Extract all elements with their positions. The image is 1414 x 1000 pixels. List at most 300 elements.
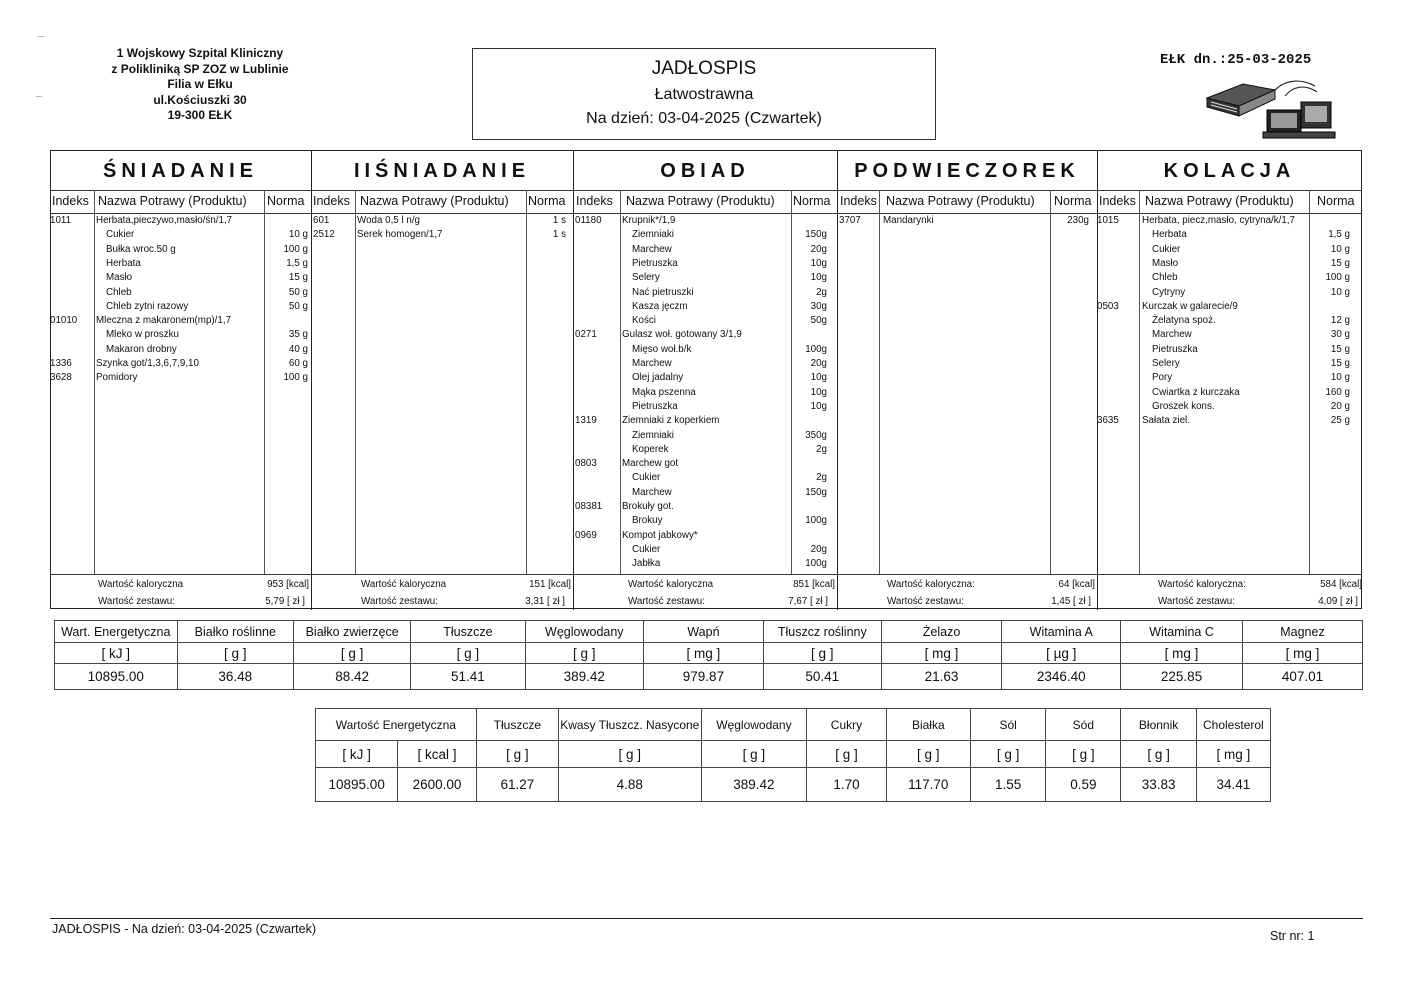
calorie-value: 851 [kcal]: [793, 579, 835, 590]
meal-title: ŚNIADANIE: [102, 160, 258, 182]
menu-item-row: [50, 214, 312, 228]
item-norm: 150g: [805, 229, 827, 241]
item-norm: 2g: [816, 443, 827, 455]
meal-supper: [1097, 151, 1362, 610]
menu-item-row: [573, 543, 838, 557]
item-norm: 1 s: [552, 215, 566, 226]
item-norm: 10g: [810, 386, 827, 398]
nutrient-unit: [ g ]: [294, 643, 411, 664]
nutrient-value: 407.01: [1242, 664, 1362, 690]
ingredient-name: Chleb zytni razowy: [106, 300, 189, 312]
nutrient-value: 51.41: [411, 664, 525, 690]
menu-item-row: [50, 300, 312, 314]
menu-item-row: [573, 429, 838, 443]
menu-item-row: [50, 357, 312, 371]
item-norm: 100g: [805, 515, 827, 527]
meal-afternoon-snack: [837, 151, 1098, 610]
item-norm: 35 g: [288, 329, 308, 341]
menu-item-row: [573, 371, 838, 385]
cost-label: Wartość zestawu:: [1158, 596, 1235, 607]
nutrient-header: Cukry: [807, 709, 886, 741]
item-norm: 1,5 g: [286, 257, 308, 269]
nutrient-header: Tłuszcz roślinny: [763, 621, 881, 643]
item-index: 1319: [575, 415, 597, 427]
col-norm-header: Norma: [267, 194, 305, 208]
ingredient-name: Koperek: [632, 443, 669, 455]
item-norm: 1 s: [552, 229, 566, 241]
menu-item-row: [573, 414, 838, 428]
nutrient-unit: [ kJ ]: [316, 741, 398, 768]
item-index: 1011: [50, 215, 72, 226]
menu-item-row: [1097, 286, 1362, 300]
calorie-label: Wartość kaloryczna: [628, 579, 714, 590]
col-index-header: Indeks: [576, 194, 613, 208]
calorie-value: 584 [kcal]: [1320, 579, 1362, 590]
ingredient-name: Selery: [632, 272, 660, 284]
nutrient-value: 33.83: [1121, 768, 1196, 802]
menu-item-row: [50, 228, 312, 242]
item-index: 08381: [575, 501, 603, 512]
ingredient-name: Mąka pszenna: [632, 386, 696, 398]
nutrient-unit: [ g ]: [886, 741, 970, 768]
nutrient-value: 61.27: [476, 768, 558, 802]
menu-item-row: [573, 300, 838, 314]
meal-summary: [1097, 574, 1362, 611]
meal-summary: [50, 574, 311, 611]
hospital-line: 19-300 EŁK: [167, 108, 233, 122]
menu-item-row: [1097, 386, 1362, 400]
nutrient-unit: [ g ]: [559, 741, 702, 768]
ingredient-name: Marchew: [632, 358, 672, 369]
item-index: 01010: [50, 315, 78, 327]
item-norm: 150g: [805, 486, 827, 498]
menu-item-row: [1097, 243, 1362, 257]
menu-item-row: [311, 214, 574, 228]
menu-item-row: [573, 228, 838, 242]
ingredient-name: Bułka wroc.50 g: [106, 243, 176, 255]
scan-mark: [38, 36, 44, 37]
dish-name: Brokuły got.: [622, 501, 674, 512]
ingredient-name: Cukier: [106, 229, 135, 241]
document-title: JADŁOSPIS: [651, 58, 757, 79]
dish-name: Serek homogen/1,7: [357, 229, 443, 241]
menu-item-row: [573, 286, 838, 300]
item-norm: 20g: [810, 543, 827, 555]
hospital-line: ul.Kościuszki 30: [153, 92, 247, 107]
meal-summary: [311, 574, 573, 611]
menu-item-row: [573, 557, 838, 571]
column-headers: [837, 190, 1097, 214]
dish-name: Herbata, piecz,masło, cytryna/k/1,7: [1142, 215, 1296, 226]
menu-item-row: [573, 271, 838, 285]
item-norm: 30 g: [1330, 329, 1350, 341]
nutrient-unit: [ g ]: [476, 741, 558, 768]
ingredient-name: Groszek kons.: [1152, 400, 1215, 412]
menu-item-row: [573, 357, 838, 371]
item-index: 0271: [575, 329, 597, 341]
nutrient-header: Wapń: [644, 621, 764, 643]
nutrient-header: Sód: [1046, 709, 1121, 741]
nutrient-unit: [ mg ]: [1242, 643, 1362, 664]
col-norm-header: Norma: [793, 194, 831, 208]
calorie-label: Wartość kaloryczna: [98, 579, 184, 590]
nutrient-value: 117.70: [886, 768, 970, 802]
nutrient-value: 36.48: [177, 664, 294, 690]
calorie-label: Wartość kaloryczna:: [1158, 579, 1246, 590]
dish-name: Krupnik*/1,9: [622, 215, 676, 226]
ingredient-name: Masło: [1152, 257, 1179, 269]
menu-item-row: [573, 514, 838, 528]
nutrients-table-main: [54, 620, 1363, 690]
dish-name: Mandarynki: [883, 215, 934, 226]
nutrient-unit: [ g ]: [701, 741, 807, 768]
nutrient-header: Cholesterol: [1196, 709, 1270, 741]
item-norm: 25 g: [1330, 415, 1350, 427]
item-index: 2512: [313, 229, 335, 241]
item-index: 3628: [50, 372, 72, 384]
menu-item-row: [50, 243, 312, 257]
menu-item-row: [311, 228, 574, 242]
dish-name: Szynka got/1,3,6,7,9,10: [96, 358, 199, 369]
menu-item-row: [1097, 328, 1362, 342]
ingredient-name: Chleb: [106, 286, 132, 298]
nutrient-value: 34.41: [1196, 768, 1270, 802]
item-index: 3635: [1097, 415, 1119, 427]
nutrient-header: Białko zwierzęce: [294, 621, 411, 643]
nutrient-unit: [ kJ ]: [55, 643, 178, 664]
nutrient-unit: [ g ]: [1046, 741, 1121, 768]
ingredient-name: Ziemniaki: [632, 229, 674, 241]
ingredient-name: Pietruszka: [632, 400, 678, 412]
meal-title: IIŚNIADANIE: [353, 160, 531, 182]
energy-header: Wartość Energetyczna: [316, 709, 477, 741]
cost-label: Wartość zestawu:: [887, 596, 964, 607]
meal-title: PODWIECZOREK: [854, 160, 1080, 182]
cost-value: 3,31 [ zł ]: [525, 596, 565, 607]
ingredient-name: Cukier: [1152, 243, 1181, 255]
meal-title: OBIAD: [660, 160, 750, 182]
menu-item-row: [573, 471, 838, 485]
dish-name: Kompot jabkowy*: [622, 529, 698, 541]
nutrients-table-summary: [315, 708, 1271, 802]
col-index-header: Indeks: [313, 194, 350, 208]
item-norm: 20g: [810, 358, 827, 369]
menu-item-row: [573, 500, 838, 514]
item-index: 0503: [1097, 300, 1119, 312]
meal-summary: [837, 574, 1097, 611]
nutrient-value: 4.88: [559, 768, 702, 802]
menu-item-row: [573, 486, 838, 500]
menu-item-row: [573, 386, 838, 400]
menu-item-row: [50, 328, 312, 342]
ingredient-name: Cwiartka z kurczaka: [1152, 386, 1240, 398]
nutrient-value: 10895.00: [55, 664, 178, 690]
item-norm: 10g: [810, 257, 827, 269]
ingredient-name: Herbata: [1152, 229, 1187, 241]
menu-item-row: [1097, 414, 1362, 428]
cost-value: 4,09 [ zł ]: [1318, 596, 1358, 607]
nutrient-header: Magnez: [1242, 621, 1362, 643]
calorie-value: 151 [kcal]: [529, 579, 571, 590]
menu-item-row: [50, 371, 312, 385]
nutrient-header: Węglowodany: [701, 709, 807, 741]
dish-name: Woda 0,5 l n/g: [357, 215, 420, 226]
menu-item-row: [573, 400, 838, 414]
menu-item-row: [50, 286, 312, 300]
item-norm: 10g: [810, 372, 827, 384]
nutrient-header: Błonnik: [1121, 709, 1196, 741]
nutrient-value: 50.41: [763, 664, 881, 690]
ingredient-name: Ziemniaki: [632, 429, 674, 441]
ingredient-name: Cukier: [632, 472, 661, 484]
nutrient-header: Sól: [971, 709, 1046, 741]
ingredient-name: Chleb: [1152, 272, 1178, 284]
place-date: EŁK dn.:25-03-2025: [1160, 52, 1312, 68]
item-norm: 10 g: [1330, 372, 1350, 384]
item-norm: 20g: [810, 243, 827, 255]
meal-breakfast: [50, 151, 312, 610]
menu-item-row: [573, 529, 838, 543]
nutrient-value: 0.59: [1046, 768, 1121, 802]
meal-summary: [573, 574, 837, 611]
dish-name: Kurczak w galarecie/9: [1142, 300, 1238, 312]
item-norm: 50 g: [288, 300, 308, 312]
ingredient-name: Brokuy: [632, 515, 663, 527]
nutrient-unit: [ g ]: [763, 643, 881, 664]
item-norm: 230g: [1067, 215, 1089, 226]
col-norm-header: Norma: [1054, 194, 1092, 208]
menu-item-row: [1097, 371, 1362, 385]
item-norm: 15 g: [1330, 358, 1350, 369]
item-norm: 12 g: [1330, 315, 1350, 327]
dish-name: Marchew got: [622, 458, 679, 470]
item-norm: 50 g: [288, 286, 308, 298]
calorie-value: 953 [kcal]: [267, 579, 309, 590]
ingredient-name: Kasza jęczm: [632, 300, 688, 312]
calorie-label: Wartość kaloryczna: [361, 579, 447, 590]
dish-name: Herbata,pieczywo,masło/śn/1,7: [96, 215, 233, 226]
nutrient-value: 2346.40: [1002, 664, 1121, 690]
menu-item-row: [573, 314, 838, 328]
nutrient-value: 389.42: [525, 664, 643, 690]
item-index: 601: [313, 215, 330, 226]
item-norm: 350g: [805, 429, 827, 441]
nutrient-unit: [ g ]: [177, 643, 294, 664]
nutrient-unit: [ mg ]: [644, 643, 764, 664]
ingredient-name: Marchew: [632, 243, 672, 255]
nutrient-header: Kwasy Tłuszcz. Nasycone: [559, 709, 702, 741]
nutrient-unit: [ g ]: [807, 741, 886, 768]
ingredient-name: Kości: [632, 315, 656, 327]
item-index: 3707: [839, 215, 861, 226]
column-headers: [50, 190, 311, 214]
menu-item-row: [50, 314, 312, 328]
menu-item-row: [1097, 214, 1362, 228]
column-headers: [573, 190, 837, 214]
item-norm: 100g: [805, 558, 827, 570]
nutrient-header: Witamina A: [1002, 621, 1121, 643]
ingredient-name: Jabłka: [632, 558, 661, 570]
ingredient-name: Selery: [1152, 358, 1180, 369]
nutrient-unit: [ mg ]: [1196, 741, 1270, 768]
column-headers: [1097, 190, 1362, 214]
dish-name: Pomidory: [96, 372, 138, 384]
nutrient-unit: [ g ]: [971, 741, 1046, 768]
col-index-header: Indeks: [52, 194, 89, 208]
nutrient-header: Węglowodany: [525, 621, 643, 643]
dish-name: Mleczna z makaronem(mp)/1,7: [96, 315, 232, 327]
item-norm: 60 g: [288, 358, 308, 369]
menu-item-row: [573, 328, 838, 342]
item-norm: 10g: [810, 400, 827, 412]
ingredient-name: Pietruszka: [632, 257, 678, 269]
item-norm: 2g: [816, 286, 827, 298]
nutrient-value: 225.85: [1121, 664, 1243, 690]
nutrient-header: Tłuszcze: [411, 621, 525, 643]
item-norm: 15 g: [288, 272, 308, 284]
item-norm: 10 g: [1330, 243, 1350, 255]
scan-mark: [36, 96, 42, 97]
menu-item-row: [1097, 314, 1362, 328]
menu-item-row: [573, 457, 838, 471]
nutrient-header: Żelazo: [881, 621, 1002, 643]
nutrient-header: Tłuszcze: [476, 709, 558, 741]
hospital-line: 1 Wojskowy Szpital Kliniczny: [116, 46, 284, 60]
diet-name: Łatwostrawna: [654, 86, 754, 103]
nutrient-header: Białko roślinne: [177, 621, 294, 643]
page-number: Str nr: 1: [1270, 929, 1315, 943]
item-index: 0969: [575, 529, 597, 541]
col-name-header: Nazwa Potrawy (Produktu): [1145, 194, 1294, 208]
title-box: [472, 48, 936, 140]
col-index-header: Indeks: [1099, 194, 1136, 208]
nutrient-header: Witamina C: [1121, 621, 1243, 643]
ingredient-name: Nać pietruszki: [632, 286, 694, 298]
book-and-computer-icon: [1205, 76, 1340, 145]
item-norm: 100 g: [283, 372, 308, 384]
column-headers: [311, 190, 573, 214]
item-norm: 15 g: [1330, 257, 1350, 269]
cost-value: 7,67 [ zł ]: [788, 596, 828, 607]
item-norm: 2g: [816, 472, 827, 484]
ingredient-name: Mleko w proszku: [106, 329, 179, 341]
hospital-address: [85, 46, 315, 124]
menu-item-row: [1097, 300, 1362, 314]
menu-item-row: [573, 343, 838, 357]
menu-item-row: [1097, 343, 1362, 357]
nutrient-unit: [ g ]: [525, 643, 643, 664]
nutrient-value: 21.63: [881, 664, 1002, 690]
col-name-header: Nazwa Potrawy (Produktu): [360, 194, 509, 208]
col-norm-header: Norma: [1317, 194, 1355, 208]
nutrient-unit: [ µg ]: [1002, 643, 1121, 664]
nutrient-value: 88.42: [294, 664, 411, 690]
nutrient-value: 1.55: [971, 768, 1046, 802]
menu-item-row: [1097, 271, 1362, 285]
col-index-header: Indeks: [840, 194, 877, 208]
nutrient-header: Wart. Energetyczna: [55, 621, 178, 643]
cost-value: 1,45 [ zł ]: [1051, 596, 1091, 607]
item-norm: 10 g: [288, 229, 308, 241]
item-index: 1336: [50, 358, 72, 369]
dish-name: Ziemniaki z koperkiem: [622, 415, 720, 427]
item-norm: 100 g: [1325, 272, 1350, 284]
item-norm: 20 g: [1330, 400, 1350, 412]
cost-label: Wartość zestawu:: [98, 596, 175, 607]
menu-item-row: [837, 214, 1098, 228]
ingredient-name: Olej jadalny: [632, 372, 684, 384]
cost-value: 5,79 [ zł ]: [265, 596, 305, 607]
ingredient-name: Herbata: [106, 257, 141, 269]
footer-divider: [50, 918, 1363, 919]
col-norm-header: Norma: [528, 194, 566, 208]
item-norm: 100 g: [283, 243, 308, 255]
ingredient-name: Marchew: [632, 486, 672, 498]
nutrient-unit: [ kcal ]: [398, 741, 476, 768]
item-norm: 10 g: [1330, 286, 1350, 298]
col-name-header: Nazwa Potrawy (Produktu): [626, 194, 775, 208]
meal-title: KOLACJA: [1163, 160, 1296, 182]
nutrient-value: 2600.00: [398, 768, 476, 802]
item-norm: 30g: [810, 300, 827, 312]
calorie-value: 64 [kcal]: [1058, 579, 1095, 590]
item-norm: 160 g: [1325, 386, 1350, 398]
nutrient-value: 10895.00: [316, 768, 398, 802]
nutrient-value: 389.42: [701, 768, 807, 802]
nutrient-value: 979.87: [644, 664, 764, 690]
ingredient-name: Masło: [106, 272, 133, 284]
meal-dinner: [573, 151, 838, 610]
menu-item-row: [573, 257, 838, 271]
menu-item-row: [1097, 257, 1362, 271]
footer-title: JADŁOSPIS - Na dzień: 03-04-2025 (Czwartek): [52, 922, 316, 936]
menu-date: Na dzień: 03-04-2025 (Czwartek): [586, 110, 822, 127]
menu-item-row: [573, 243, 838, 257]
ingredient-name: Cukier: [632, 543, 661, 555]
menu-item-row: [1097, 400, 1362, 414]
nutrient-unit: [ mg ]: [1121, 643, 1243, 664]
dish-name: Gulasz woł. gotowany 3/1,9: [622, 329, 742, 341]
cost-label: Wartość zestawu:: [628, 596, 705, 607]
menu-item-row: [50, 343, 312, 357]
item-norm: 15 g: [1330, 343, 1350, 355]
menu-item-row: [50, 271, 312, 285]
item-index: 1015: [1097, 215, 1119, 226]
ingredient-name: Żelatyna spoż.: [1152, 315, 1216, 327]
item-index: 01180: [575, 215, 602, 226]
nutrient-header: Białka: [886, 709, 970, 741]
nutrient-value: 1.70: [807, 768, 886, 802]
item-norm: 50g: [810, 315, 827, 327]
item-norm: 10g: [810, 272, 827, 284]
cost-label: Wartość zestawu:: [361, 596, 438, 607]
ingredient-name: Cytryny: [1152, 286, 1186, 298]
menu-item-row: [573, 443, 838, 457]
meal-second-breakfast: [311, 151, 574, 610]
menu-item-row: [1097, 228, 1362, 242]
ingredient-name: Pietruszka: [1152, 343, 1198, 355]
calorie-label: Wartość kaloryczna:: [887, 579, 975, 590]
nutrient-unit: [ g ]: [411, 643, 525, 664]
item-norm: 1,5 g: [1328, 229, 1350, 241]
item-norm: 100g: [805, 343, 827, 355]
ingredient-name: Mięso woł.b/k: [632, 343, 692, 355]
nutrient-unit: [ mg ]: [881, 643, 1002, 664]
item-norm: 40 g: [288, 343, 308, 355]
col-name-header: Nazwa Potrawy (Produktu): [98, 194, 247, 208]
col-name-header: Nazwa Potrawy (Produktu): [886, 194, 1035, 208]
dish-name: Sałata ziel.: [1142, 415, 1190, 427]
